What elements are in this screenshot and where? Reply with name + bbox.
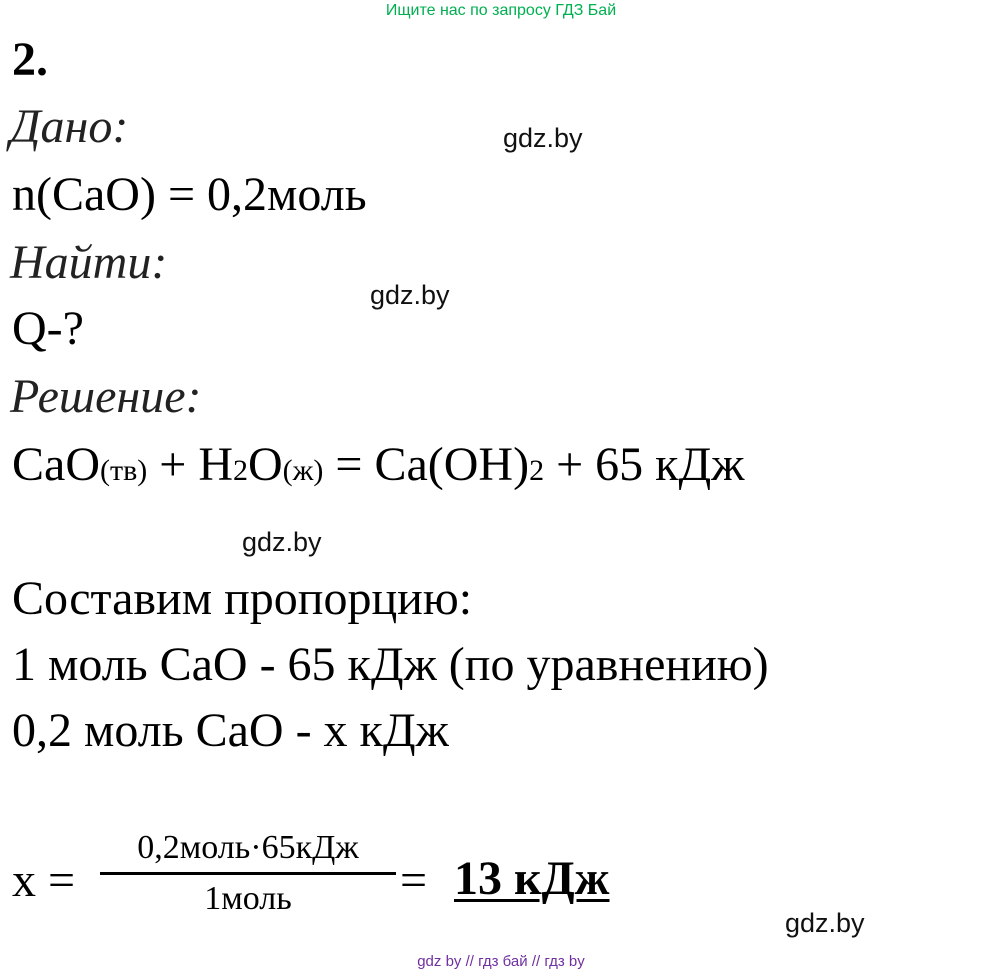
product-caoh: = Ca(OH) [323, 438, 530, 491]
watermark: gdz.by [503, 123, 583, 153]
proportion-line-2: 0,2 моль CaO - x кДж [12, 704, 449, 757]
fraction-bar [100, 872, 396, 875]
given-label: Дано: [10, 100, 129, 153]
solution-label: Решение: [10, 370, 202, 423]
watermark: gdz.by [242, 527, 322, 557]
plus-h: + H [147, 438, 233, 491]
task-number: 2. [12, 33, 48, 86]
top-banner: Ищите нас по запросу ГДЗ Бай [385, 2, 617, 19]
watermark: gdz.by [370, 280, 450, 310]
subscript-2: 2 [529, 454, 545, 487]
find-value: Q-? [12, 302, 84, 355]
answer: 13 кДж [454, 852, 610, 905]
subscript-2: 2 [232, 454, 248, 487]
fraction-denominator: 1моль [204, 880, 292, 917]
footer: gdz by // гдз бай // гдз by [417, 953, 585, 970]
reaction-equation [12, 436, 744, 500]
calc-equals: = [400, 854, 428, 907]
find-label: Найти: [10, 236, 168, 289]
calc-lhs: x = [12, 854, 76, 907]
watermark: gdz.by [785, 908, 865, 938]
proportion-line-1: 1 моль CaO - 65 кДж (по уравнению) [12, 638, 769, 691]
o-letter: O [247, 438, 283, 491]
proportion-title: Составим пропорцию: [12, 572, 473, 625]
state-liquid: (ж) [282, 454, 324, 487]
state-solid: (тв) [99, 454, 148, 487]
fraction [100, 828, 396, 919]
reagent-cao: CaO [12, 438, 100, 491]
fraction-numerator: 0,2моль·65кДж [137, 829, 359, 866]
given-value: n(CaO) = 0,2моль [12, 168, 367, 221]
heat-term: + 65 кДж [544, 438, 745, 491]
